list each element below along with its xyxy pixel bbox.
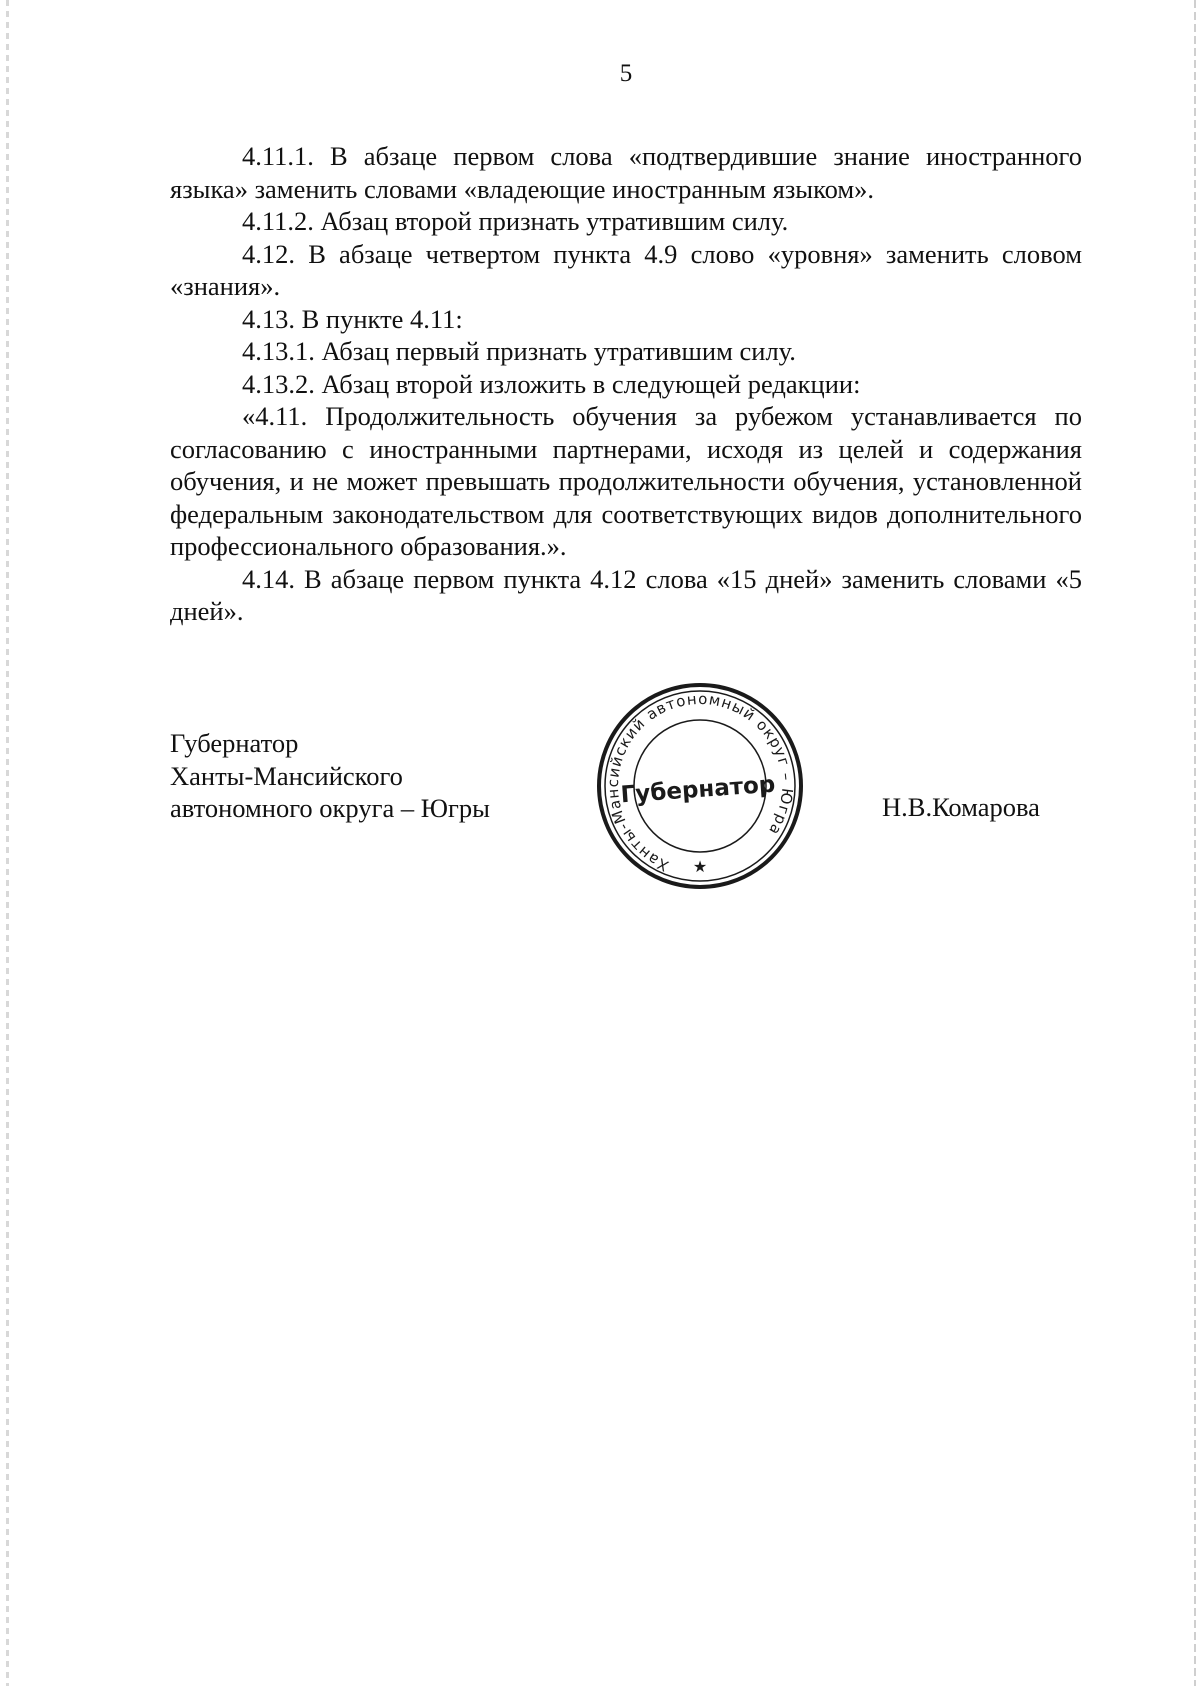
paragraph-4-12: 4.12. В абзаце четвертом пункта 4.9 слово «уровня» заменить словом «знания». xyxy=(170,238,1082,301)
signature-title xyxy=(170,727,490,825)
seal-star-icon: ★ xyxy=(692,857,708,876)
signature-title-line: Губернатор xyxy=(170,728,299,758)
scan-edge-right xyxy=(1194,0,1196,1686)
signature-title-line: Ханты-Мансийского xyxy=(170,760,403,791)
seal-ring-text: Ханты-Мансийский автономный округ – Югра xyxy=(603,689,797,876)
scan-edge-left xyxy=(6,0,9,1686)
signer-name: Н.В.Комарова xyxy=(882,792,1040,822)
seal-stamp-icon xyxy=(590,678,810,893)
seal-center-text: Губернатор xyxy=(619,771,777,809)
paragraph-4-13: 4.13. В пункте 4.11: xyxy=(242,303,463,334)
paragraph-4-13-1: 4.13.1. Абзац первый признать утратившим силу. xyxy=(242,336,796,366)
paragraph-4-13-2: 4.13.2. Абзац второй изложить в следующей редакции: xyxy=(242,368,861,399)
paragraph-4-14: 4.14. В абзаце первом пункта 4.12 слова «15 дней» заменить словами «5 дней». xyxy=(170,563,1082,626)
signature-title-line: автономного округа – Югры xyxy=(170,793,490,823)
paragraph-4-11-1: 4.11.1. В абзаце первом слова «подтвердившие знание иностранного языка» заменить словами «владеющие иностранным языком». xyxy=(170,141,1082,204)
official-seal xyxy=(590,678,810,893)
paragraph-quoted-4-11: «4.11. Продолжительность обучения за рубежом устанавливается по согласованию с иностранными партнерами, исходя из целей и содержания обучения, и не может превышать продолжительности обучения, установленной федеральным законодательством для соответствующих видов дополнительного профессионального образования.». xyxy=(170,401,1082,561)
document-body xyxy=(170,140,1082,628)
paragraph-4-11-2: 4.11.2. Абзац второй признать утратившим силу. xyxy=(242,206,789,236)
page-number: 5 xyxy=(619,60,633,87)
